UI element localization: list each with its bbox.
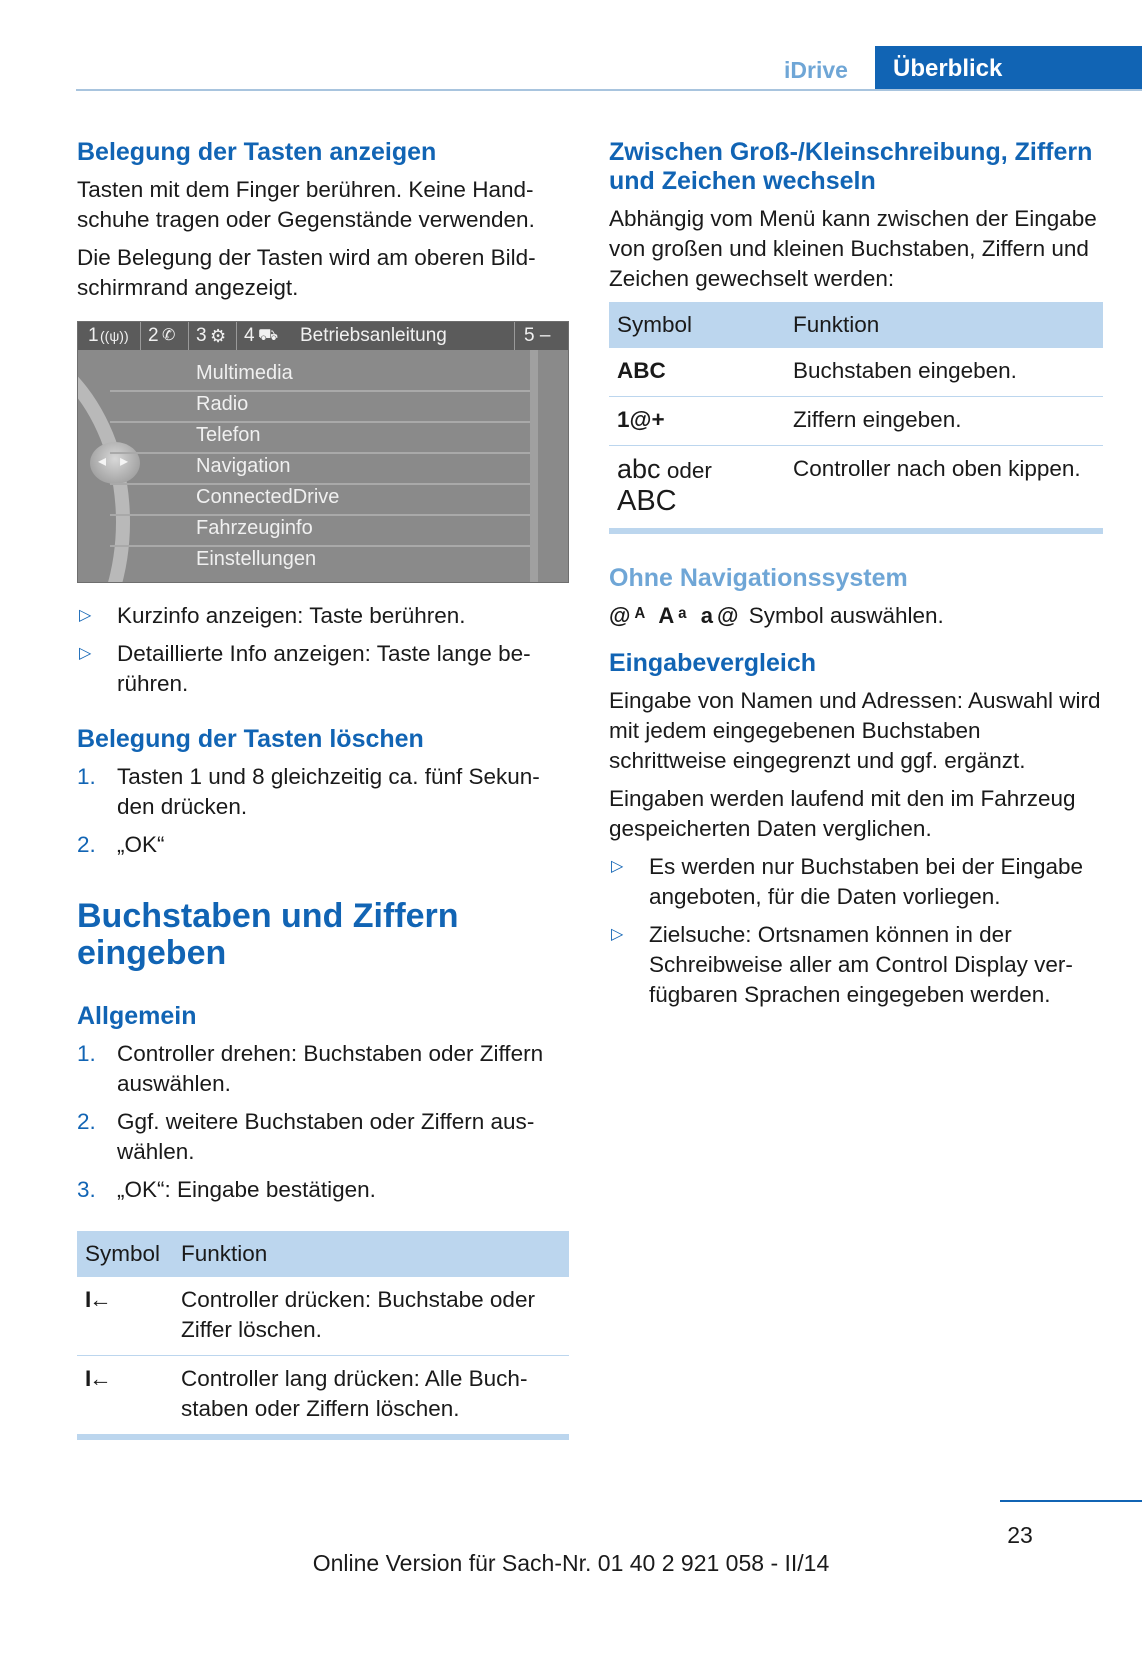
table-cell-function: Ziffern eingeben. (785, 397, 1103, 446)
screen-key-3: 3 (196, 325, 207, 346)
table-header-function: Funktion (173, 1231, 569, 1277)
table-row (609, 348, 1103, 397)
screen-menu-item: Multimedia (110, 360, 530, 392)
gear-icon: ⚙ (210, 326, 227, 346)
table-cell-function: Controller lang drücken: Alle Buchstaben oder Ziffern löschen. (173, 1356, 569, 1438)
comparison-list (609, 852, 1103, 1010)
triangle-bullet-icon: ▷ (611, 926, 624, 943)
control-display-image (77, 321, 569, 583)
paragraph-show-1: Tasten mit dem Finger berühren. Keine Handschuhe tragen oder Gegenstände verwenden. (77, 177, 535, 232)
table-row (77, 1277, 569, 1356)
triangle-bullet-icon: ▷ (79, 645, 92, 662)
table-header-symbol: Symbol (609, 302, 785, 348)
table-cell-function: Controller nach oben kippen. (785, 446, 1103, 532)
heading-delete-keys: Belegung der Tasten löschen (77, 725, 424, 753)
screen-menu-item: Telefon (110, 422, 530, 454)
general-steps-list (77, 1039, 569, 1205)
screen-key-1: 1 (88, 325, 99, 346)
footer-text: Online Version für Sach-Nr. 01 40 2 921 058 - II/14 (312, 1550, 830, 1576)
right-column (609, 138, 1103, 1018)
screen-menu-item: Radio (110, 391, 530, 423)
backspace-icon: I← (77, 1277, 173, 1356)
case-switch-icons: @ᴬ Aᵃ a@ (609, 603, 743, 628)
table-row (609, 397, 1103, 446)
list-item: ▷ Kurzinfo anzeigen: Taste berühren. (77, 601, 569, 631)
heading-enter-letters: Buchstaben und Ziffern eingeben (77, 897, 459, 972)
screen-key-separator (236, 322, 237, 350)
antenna-icon: ((ψ)) (100, 328, 129, 344)
table-header-function: Funktion (785, 302, 1103, 348)
screen-key-2: 2 (148, 325, 159, 346)
delete-steps-list (77, 762, 569, 860)
list-item: ▷ Detaillierte Info anzeigen: Taste lange berühren. (79, 641, 531, 696)
list-item: 1. Tasten 1 und 8 gleichzeitig ca. fünf Sekunden drücken. (77, 764, 540, 819)
heading-general: Allgemein (77, 1002, 197, 1030)
list-item: ▷ Es werden nur Buchstaben bei der Eingabe angeboten, für die Daten vorliegen. (611, 854, 1084, 909)
header-section-label: iDrive (784, 57, 848, 83)
arrow-right-icon: ▸ (120, 453, 129, 470)
screen-key-separator (140, 322, 141, 350)
left-column (77, 138, 569, 1440)
list-item: 3. „OK“: Eingabe bestätigen. (77, 1177, 376, 1202)
list-item: 2. Ggf. weitere Buchstaben oder Ziffern auswählen. (77, 1109, 535, 1164)
screen-key-5: 5 – (524, 325, 551, 346)
screen-key-bar (78, 322, 568, 350)
uppercase-letters-icon: ABC (609, 348, 785, 397)
symbol-or-text: oder (666, 458, 712, 483)
case-symbol-table (609, 302, 1103, 534)
table-cell-symbol (609, 446, 785, 532)
triangle-bullet-icon: ▷ (611, 858, 624, 875)
lowercase-abc-icon: abc (617, 454, 661, 484)
table-cell-function: Buchstaben eingeben. (785, 348, 1103, 397)
screen-key-4: 4 (244, 325, 255, 346)
paragraph-no-navigation: @ᴬ Aᵃ a@ Symbol auswählen. (609, 603, 944, 628)
table-header-symbol: Symbol (77, 1231, 173, 1277)
header-tab: Überblick (875, 46, 1142, 91)
heading-show-keys: Belegung der Tasten anzeigen (77, 138, 437, 166)
screen-menu-item: Einstellungen (196, 548, 317, 570)
triangle-bullet-icon: ▷ (79, 607, 92, 624)
screen-key-separator (514, 322, 515, 350)
screen-key-separator (188, 322, 189, 350)
header-divider (76, 89, 1142, 91)
list-item: 2. „OK“ (77, 832, 165, 857)
key-info-list (77, 601, 569, 699)
heading-no-navigation: Ohne Navigationssystem (609, 564, 908, 592)
screen-menu-item: ConnectedDrive (110, 484, 530, 516)
delete-symbol-table (77, 1231, 569, 1440)
table-row (609, 446, 1103, 532)
paragraph-compare-2: Eingaben werden laufend mit den im Fahrzeug gespeicherten Daten verglichen. (609, 786, 1076, 841)
paragraph-show-2: Die Belegung der Tasten wird am oberen Bildschirmrand angezeigt. (77, 245, 536, 300)
digits-symbols-icon: 1@+ (609, 397, 785, 446)
phone-icon: ✆ (162, 327, 176, 344)
uppercase-abc-icon: ABC (617, 485, 677, 517)
list-item: ▷ Zielsuche: Ortsnamen können in der Schreibweise aller am Control Display verfügbaren Sprachen eingegeben werden. (611, 922, 1073, 1007)
screen-menu-item: Fahrzeuginfo (110, 515, 530, 547)
table-header-row (77, 1231, 569, 1277)
footer-divider (1000, 1500, 1142, 1502)
table-header-row (609, 302, 1103, 348)
list-item: 1. Controller drehen: Buchstaben oder Ziffern auswählen. (77, 1041, 544, 1096)
screen-key-manual-label: Betriebsanleitung (300, 325, 447, 346)
heading-input-comparison: Eingabevergleich (609, 649, 817, 677)
screen-right-edge (530, 350, 538, 583)
heading-switch-case: Zwischen Groß-/Kleinschreibung, Ziffern und Zeichen wechseln (609, 138, 1093, 195)
backspace-icon: I← (77, 1356, 173, 1438)
car-icon: ⛟ (258, 327, 279, 344)
page-number: 23 (1007, 1522, 1033, 1548)
arrow-left-icon: ◂ (98, 453, 107, 470)
paragraph-switch: Abhängig vom Menü kann zwischen der Eingabe von großen und kleinen Buchstaben, Ziffern und Zeichen gewechselt werden: (609, 206, 1097, 291)
paragraph-compare-1: Eingabe von Namen und Adressen: Auswahl wird mit jedem eingegebenen Buchstaben schrittweise eingegrenzt und ggf. ergänzt. (609, 688, 1101, 773)
screen-menu-item: Navigation (110, 453, 530, 485)
table-cell-function: Controller drücken: Buchstabe oder Ziffer löschen. (173, 1277, 569, 1356)
table-row (77, 1356, 569, 1438)
